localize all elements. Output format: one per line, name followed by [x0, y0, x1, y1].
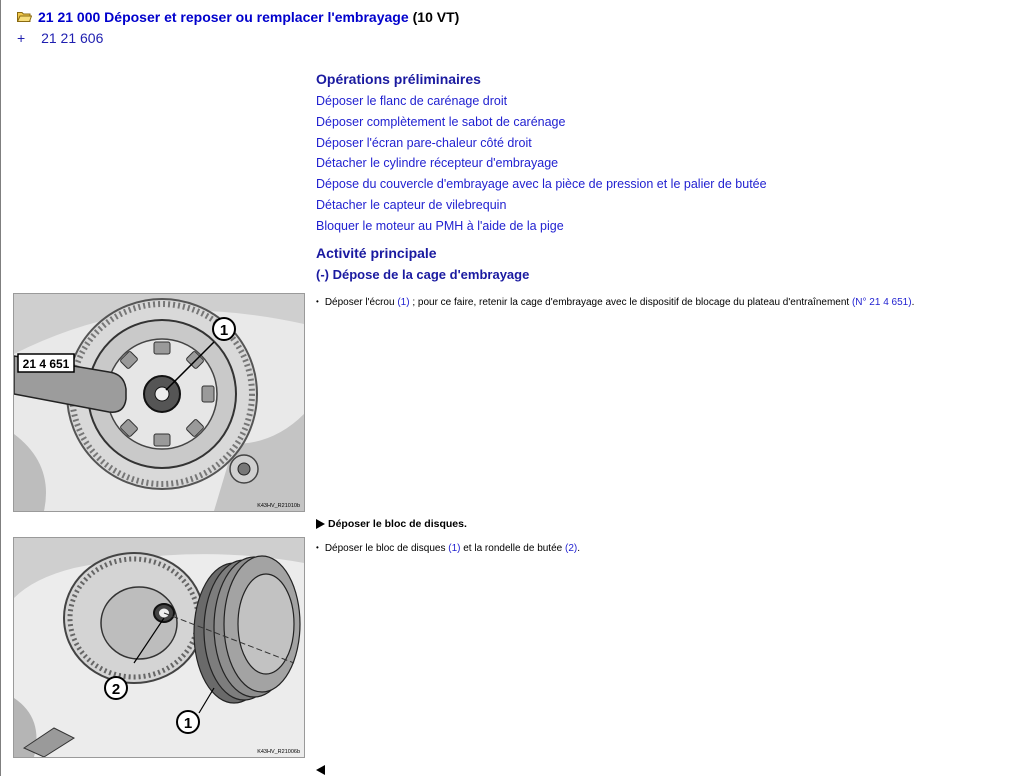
preliminary-link[interactable]: Déposer l'écran pare-chaleur côté droit [316, 135, 532, 150]
preliminary-link[interactable]: Bloquer le moteur au PMH à l'aide de la pige [316, 218, 564, 233]
disc-pack-illustration [14, 538, 304, 757]
document-title-suffix: (10 VT) [412, 9, 460, 25]
ref-link-1[interactable]: (1) [397, 297, 410, 308]
preliminary-heading: Opérations préliminaires [316, 71, 481, 87]
preliminary-operations-list [316, 94, 767, 240]
bullet: • [316, 543, 319, 552]
back-arrow-icon[interactable] [316, 765, 325, 775]
preliminary-link[interactable]: Dépose du couvercle d'embrayage avec la pièce de pression et le palier de butée [316, 177, 767, 192]
arrow-right-icon [316, 519, 325, 529]
clutch-nut-figure [13, 293, 305, 512]
bullet: • [316, 297, 319, 306]
action-label: Déposer le bloc de disques. [328, 518, 467, 530]
subdocument-row [17, 30, 103, 46]
figure-caption: K43HV_R21006b [257, 749, 300, 755]
step-text: Déposer l'écrou [324, 297, 398, 308]
main-activity-heading: Activité principale [316, 245, 437, 261]
subdocument-link[interactable]: 21 21 606 [41, 30, 104, 46]
figure-caption: K43HV_R21010b [257, 503, 300, 509]
ref-link-1[interactable]: (1) [448, 543, 461, 554]
document-title-link[interactable]: 21 21 000 Déposer et reposer ou remplacer l'embrayage [38, 9, 409, 25]
document-title-row [17, 8, 459, 26]
step-text: Déposer le bloc de disques [324, 543, 449, 554]
disc-pack-figure [13, 537, 305, 758]
clutch-cage-illustration [14, 294, 304, 511]
step-remove-nut [316, 297, 914, 308]
step-text: . [911, 297, 915, 308]
preliminary-link[interactable]: Détacher le capteur de vilebrequin [316, 197, 507, 212]
open-folder-icon [17, 11, 32, 23]
clutch-cage-removal-subheading: (-) Dépose de la cage d'embrayage [316, 267, 530, 282]
preliminary-link[interactable]: Déposer le flanc de carénage droit [316, 94, 508, 108]
step-text: . [577, 543, 581, 554]
tool-ref-link[interactable]: (N° 21 4 651) [851, 297, 912, 308]
callout-2: 2 [111, 681, 121, 698]
action-remove-disc-pack [316, 518, 467, 530]
tool-number-label: 21 4 651 [22, 357, 70, 371]
step-remove-discs [316, 543, 580, 554]
step-text: ; pour ce faire, retenir la cage d'embrayage avec le dispositif de blocage du plateau d'entraînement [409, 297, 852, 308]
ref-link-2[interactable]: (2) [565, 543, 578, 554]
step-text: et la rondelle de butée [460, 543, 565, 554]
left-border [0, 0, 1, 776]
preliminary-link[interactable]: Détacher le cylindre récepteur d'embrayage [316, 156, 559, 171]
preliminary-link[interactable]: Déposer complètement le sabot de carénage [316, 114, 566, 129]
callout-1: 1 [183, 715, 193, 732]
callout-1: 1 [219, 322, 229, 339]
expand-toggle[interactable]: + [17, 30, 26, 46]
